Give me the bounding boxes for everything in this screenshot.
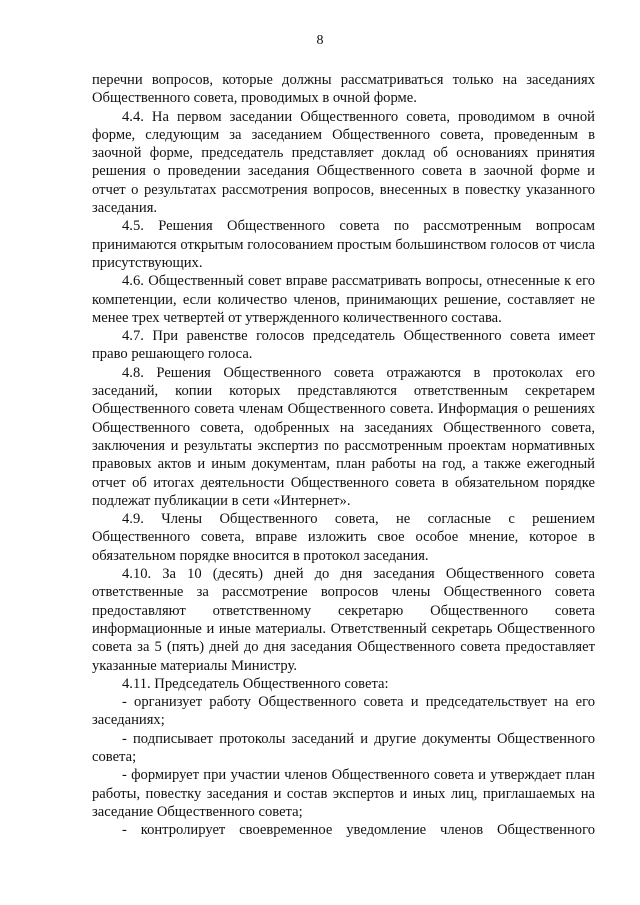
paragraph: 4.6. Общественный совет вправе рассматривать вопросы, отнесенные к его компетенции, если количество членов, принимающих решение, составляет не менее трех четвертей от утвержденного количественного состава. <box>92 273 595 326</box>
paragraph: 4.4. На первом заседании Общественного совета, проводимом в очной форме, следующим за заседанием Общественного совета, проведенным в заочной форме, председатель представляет доклад об основаниях принятия решения о проведении заседания Общественного совета в заочной форме и отчет о результатах рассмотрения вопросов, внесенных в повестку указанного заседания. <box>92 108 595 217</box>
paragraph: - контролирует своевременное уведомление членов Общественного <box>122 822 595 839</box>
paragraph: 4.9. Члены Общественного совета, не согласные с решением Общественного совета, вправе изложить свое особое мнение, которое в обязательном порядке вносится в протокол заседания. <box>92 511 595 564</box>
paragraph: 4.5. Решения Общественного совета по рассмотренным вопросам принимаются открытым голосованием простым большинством голосов от числа присутствующих. <box>92 218 595 271</box>
document-body <box>92 71 595 839</box>
paragraph: 4.8. Решения Общественного совета отражаются в протоколах его заседаний, копии которых представляются ответственным секретарем Общественного совета членам Общественного совета. Информация о решениях Общественного совета, одобренных на заседаниях Общественного совета, заключения и результаты экспертиз по рассмотренным проектам нормативных правовых актов и иным документам, план работы на год, а также ежегодный отчет об итогах деятельности Общественного совета в обязательном порядке подлежат публикации в сети «Интернет». <box>92 364 595 509</box>
page-number: 8 <box>316 33 324 48</box>
paragraph: - организует работу Общественного совета и председательствует на его заседаниях; <box>92 694 595 729</box>
paragraph: 4.11. Председатель Общественного совета: <box>122 675 389 692</box>
paragraph: 4.7. При равенстве голосов председатель Общественного совета имеет право решающего голоса. <box>92 328 595 363</box>
paragraph: 4.10. За 10 (десять) дней до дня заседания Общественного совета ответственные за рассмотрение вопросов члены Общественного совета предоставляют ответственному секретарю Общественного совета информационные и иные материалы. Ответственный секретарь Общественного совета за 5 (пять) дней до дня заседания Общественного совета предоставляет указанные материалы Министру. <box>92 566 595 674</box>
paragraph: - формирует при участии членов Общественного совета и утверждает план работы, повестку заседания и состав экспертов и иных лиц, приглашаемых на заседание Общественного совета; <box>92 767 595 820</box>
paragraph: - подписывает протоколы заседаний и другие документы Общественного совета; <box>92 730 595 765</box>
paragraph: перечни вопросов, которые должны рассматриваться только на заседаниях Общественного совета, проводимых в очной форме. <box>92 72 595 107</box>
